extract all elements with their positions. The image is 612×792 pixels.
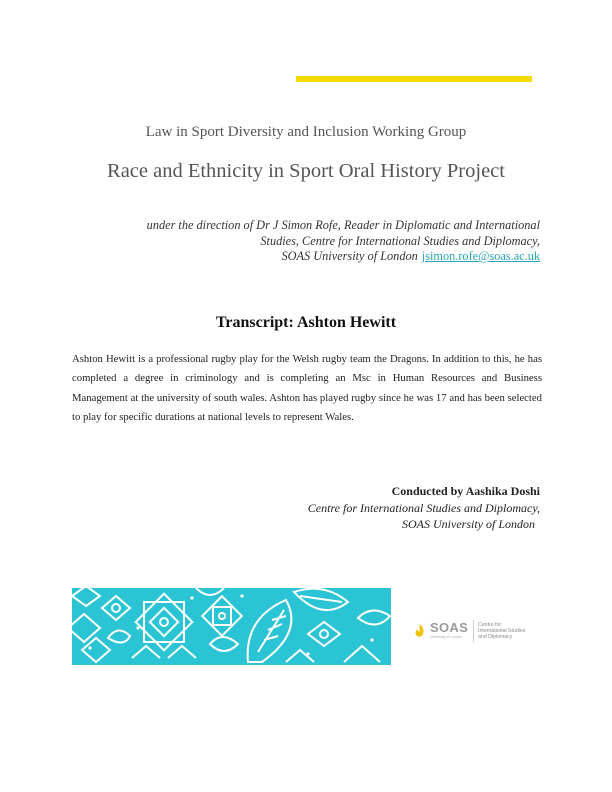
pattern-banner (72, 588, 391, 665)
transcript-title: Transcript: Ashton Hewitt (215, 314, 397, 331)
logo-divider (473, 620, 474, 642)
interviewer-affiliation-2: SOAS University of London (402, 517, 535, 531)
direction-line-3 (70, 249, 540, 265)
conducted-by-block (140, 483, 540, 533)
direction-line-3-text: SOAS University of London (281, 249, 418, 263)
accent-bar (296, 76, 532, 82)
bio-paragraph: Ashton Hewitt is a professional rugby play for the Welsh rugby team the Dragons. In addition to this, he has completed a degree in criminology and is completing an Msc in Human Resources and Business Management at the university of south wales. Ashton has played rugby since he was 17 and has been selected to play for specific durations at national levels to represent Wales. (72, 353, 542, 423)
interviewer-affiliation-1: Centre for International Studies and Diplomacy, (307, 500, 540, 515)
interviewer-name: Conducted by Aashika Doshi (391, 484, 540, 498)
direction-line-1: under the direction of Dr J Simon Rofe, Reader in Diplomatic and International (146, 218, 540, 232)
logo-centre-name: Centre for International Studies and Diplomacy (478, 622, 526, 640)
soas-flame-icon (412, 623, 428, 639)
email-link[interactable]: jsimon.rofe@soas.ac.uk (421, 249, 540, 263)
project-title: Race and Ethnicity in Sport Oral History Project (107, 160, 505, 182)
soas-logo (412, 617, 525, 645)
soas-wordmark: SOAS (430, 620, 469, 635)
direction-block (70, 218, 540, 265)
geometric-pattern-icon (72, 588, 391, 665)
working-group-name: Law in Sport Diversity and Inclusion Working Group (145, 124, 467, 140)
direction-line-2: Studies, Centre for International Studies and Diplomacy, (260, 233, 540, 248)
soas-subtitle: University of London (430, 635, 462, 639)
